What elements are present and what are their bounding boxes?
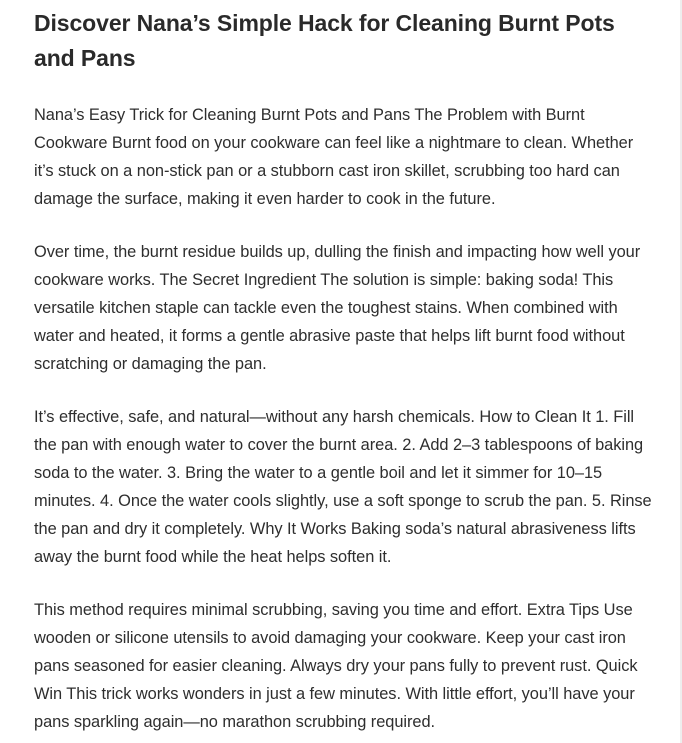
article-paragraph-2: Over time, the burnt residue builds up, dulling the finish and impacting how well your cookware works. The Secret Ingredient The solution is simple: baking soda! This versatile kitchen staple can tackle even the toughest stains. When combined with water and heated, it forms a gentle abrasive paste that helps lift burnt food without scratching or damaging the pan.: [34, 243, 641, 373]
article-paragraph-1: Nana’s Easy Trick for Cleaning Burnt Pots and Pans The Problem with Burnt Cookware Burnt food on your cookware can feel like a nightmare to clean. Whether it’s stuck on a non-stick pan or a stubborn cast iron skillet, scrubbing too hard can damage the surface, making it even harder to cook in the future.: [34, 106, 634, 208]
article: [34, 0, 652, 736]
article-paragraph-3: It’s effective, safe, and natural—without any harsh chemicals. How to Clean It 1. Fill the pan with enough water to cover the burnt area. 2. Add 2–3 tablespoons of baking soda to the water. 3. Bring the water to a gentle boil and let it simmer for 10–15 minutes. 4. Once the water cools slightly, use a soft sponge to scrub the pan. 5. Rinse the pan and dry it completely. Why It Works Baking soda’s natural abrasiveness lifts away the burnt food while the heat helps soften it.: [34, 408, 652, 566]
article-title: Discover Nana’s Simple Hack for Cleaning Burnt Pots and Pans: [34, 10, 615, 71]
article-paragraph-4: This method requires minimal scrubbing, saving you time and effort. Extra Tips Use wooden or silicone utensils to avoid damaging your cookware. Keep your cast iron pans seasoned for easier cleaning. Always dry your pans fully to prevent rust. Quick Win This trick works wonders in just a few minutes. With little effort, you’ll have your pans sparkling again—no marathon scrubbing required.: [34, 601, 638, 731]
